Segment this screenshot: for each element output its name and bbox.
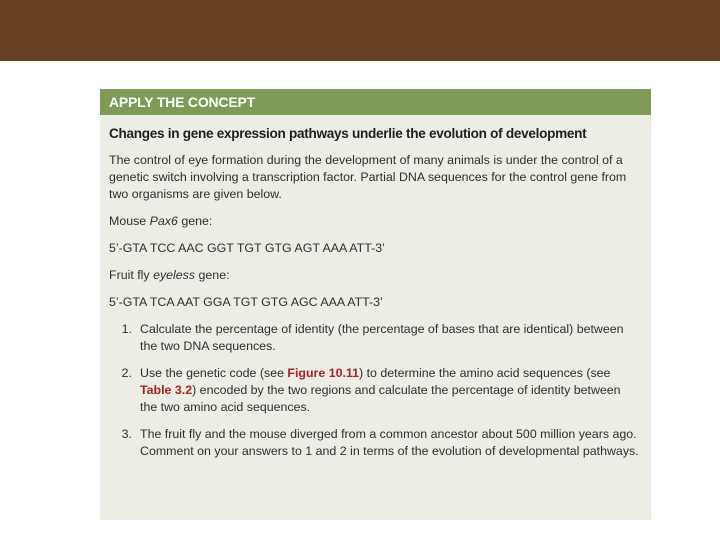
question-list	[109, 321, 639, 460]
mouse-label-suffix: gene:	[177, 214, 213, 228]
panel-subtitle: Changes in gene expression pathways underlie the evolution of development	[109, 126, 587, 141]
question-item	[109, 426, 639, 460]
mouse-sequence: 5’-GTA TCC AAC GGT TGT GTG AGT AAA ATT-3’	[109, 241, 385, 255]
question-number: 2.	[121, 366, 132, 380]
question-text: The fruit fly and the mouse diverged from a common ancestor about 500 million years ago. Comment on your answers to 1 and 2 in terms of the evolution of developmental pathways.	[140, 427, 639, 458]
figure-reference-link[interactable]: Figure 10.11	[287, 366, 360, 380]
mouse-gene-name: Pax6	[149, 214, 178, 228]
apply-the-concept-panel	[100, 89, 651, 520]
question-text: Calculate the percentage of identity (the percentage of bases that are identical) between the two DNA sequences.	[140, 322, 624, 353]
fly-gene-name: eyeless	[153, 268, 196, 282]
fly-sequence: 5’-GTA TCA AAT GGA TGT GTG AGC AAA ATT-3’	[109, 295, 383, 309]
intro-paragraph: The control of eye formation during the development of many animals is under the control of a genetic switch involving a transcription factor. Partial DNA sequences for the control gene from two organisms are given below.	[109, 153, 627, 201]
mouse-gene-label	[109, 213, 639, 230]
top-title-band	[0, 0, 720, 61]
fly-gene-label	[109, 267, 639, 284]
question-item	[109, 365, 639, 416]
table-reference-link[interactable]: Table 3.2	[140, 383, 193, 397]
question-text-part: ) encoded by the two regions and calculate the percentage of identity between the two amino acid sequences.	[140, 383, 621, 414]
question-item	[109, 321, 639, 355]
panel-header: APPLY THE CONCEPT	[100, 89, 651, 115]
question-text	[140, 365, 639, 416]
question-number: 3.	[121, 427, 132, 441]
mouse-label-prefix: Mouse	[109, 214, 150, 228]
question-text-part: Use the genetic code (see	[140, 366, 288, 380]
question-number: 1.	[121, 322, 132, 336]
fly-label-prefix: Fruit fly	[109, 268, 154, 282]
panel-content	[100, 115, 651, 460]
question-text-part: ) to determine the amino acid sequences (see	[359, 366, 611, 380]
fly-label-suffix: gene:	[195, 268, 230, 282]
